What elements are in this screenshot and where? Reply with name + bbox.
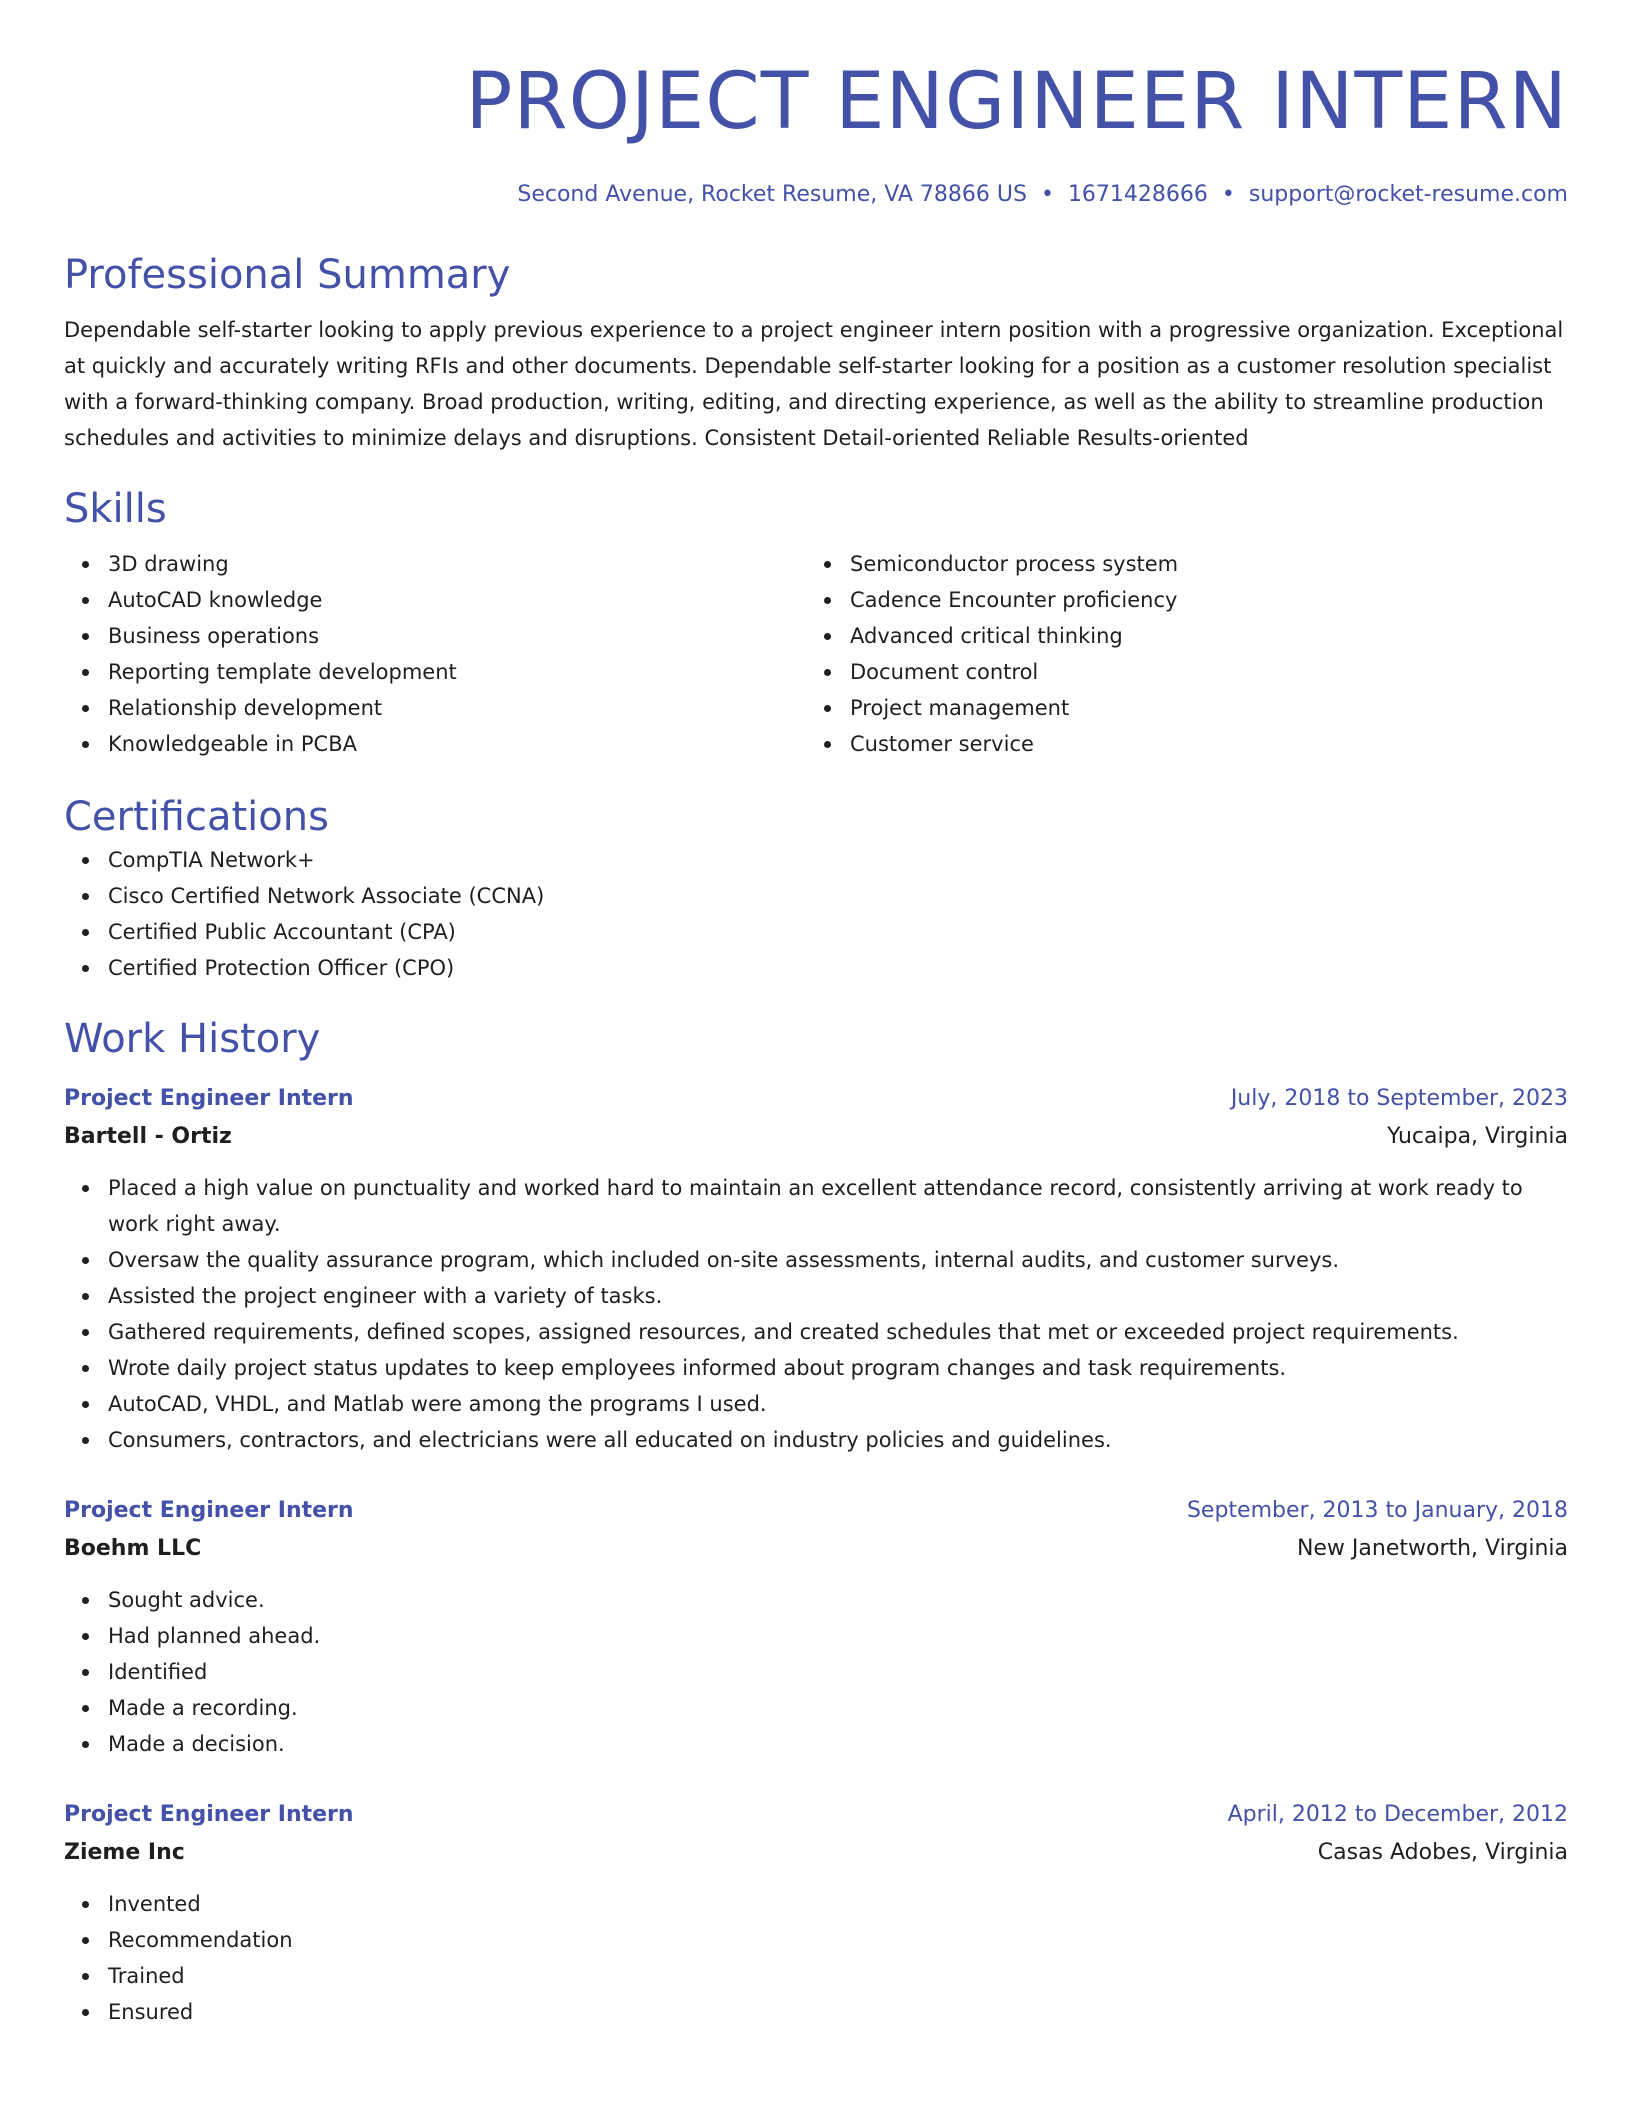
job-bullet: Identified: [108, 1654, 1568, 1690]
skills-heading: Skills: [64, 486, 167, 532]
job-bullet: Made a recording.: [108, 1690, 1568, 1726]
job-location: Yucaipa, Virginia: [1387, 1124, 1568, 1149]
job-bullet: Recommendation: [108, 1922, 1568, 1958]
job-bullets: [64, 1886, 1568, 2030]
skills-grid: [64, 546, 1568, 762]
job-company: Boehm LLC: [64, 1536, 202, 1561]
job-dates: July, 2018 to September, 2023: [1230, 1086, 1568, 1111]
contact-line: [64, 180, 1568, 210]
job-company-row: [64, 1530, 1568, 1568]
job-bullets: [64, 1170, 1568, 1458]
job-bullet: Made a decision.: [108, 1726, 1568, 1762]
certification-item: Cisco Certified Network Associate (CCNA): [108, 878, 1568, 914]
skills-list-right: [806, 546, 1548, 762]
job-bullet: Ensured: [108, 1994, 1568, 2030]
skill-item: Advanced critical thinking: [850, 618, 1548, 654]
job-location: New Janetworth, Virginia: [1296, 1536, 1568, 1561]
job-header-row: [64, 1492, 1568, 1530]
job-title: Project Engineer Intern: [64, 1086, 354, 1111]
skill-item: Cadence Encounter proficiency: [850, 582, 1548, 618]
job-bullet: Sought advice.: [108, 1582, 1568, 1618]
contact-email[interactable]: support@rocket-resume.com: [1248, 182, 1568, 207]
skill-item: Relationship development: [108, 690, 806, 726]
work-history-heading: Work History: [64, 1016, 321, 1062]
skill-item: Business operations: [108, 618, 806, 654]
skill-item: Semiconductor process system: [850, 546, 1548, 582]
certification-item: Certified Public Accountant (CPA): [108, 914, 1568, 950]
job-company-row: [64, 1834, 1568, 1872]
job-entry: [64, 1492, 1568, 1762]
job-bullet: Oversaw the quality assurance program, which included on-site assessments, internal audits, and customer surveys.: [108, 1242, 1568, 1278]
job-title: Project Engineer Intern: [64, 1802, 354, 1827]
job-bullet: Gathered requirements, defined scopes, assigned resources, and created schedules that met or exceeded project requirements.: [108, 1314, 1568, 1350]
summary-text: Dependable self-starter looking to apply previous experience to a project engineer intern position with a progressive organization. Exceptional at quickly and accurately writing RFIs and other documents. Dependable self-starter looking for a position as a customer resolution specialist with a forward-thinking company. Broad production, writing, editing, and directing experience, as well as the ability to streamline production schedules and activities to minimize delays and disruptions. Consistent Detail-oriented Reliable Results-oriented: [64, 318, 1564, 450]
job-company-row: [64, 1118, 1568, 1156]
contact-separator: •: [1221, 182, 1235, 207]
skill-item: Project management: [850, 690, 1548, 726]
certifications-heading: Certifications: [64, 794, 329, 840]
resume-name: PROJECT ENGINEER INTERN: [465, 57, 1568, 147]
certifications-list: [64, 842, 1568, 986]
job-dates: April, 2012 to December, 2012: [1227, 1802, 1568, 1827]
job-entry: [64, 1796, 1568, 2030]
job-header-row: [64, 1080, 1568, 1118]
skills-list-left: [64, 546, 806, 762]
job-bullet: AutoCAD, VHDL, and Matlab were among the programs I used.: [108, 1386, 1568, 1422]
skill-item: 3D drawing: [108, 546, 806, 582]
certification-item: Certified Protection Officer (CPO): [108, 950, 1568, 986]
job-company: Zieme Inc: [64, 1840, 185, 1865]
skill-item: Knowledgeable in PCBA: [108, 726, 806, 762]
job-bullet: Had planned ahead.: [108, 1618, 1568, 1654]
job-bullet: Trained: [108, 1958, 1568, 1994]
skills-column-right: [806, 546, 1548, 762]
skill-item: Document control: [850, 654, 1548, 690]
job-bullets: [64, 1582, 1568, 1762]
job-bullet: Placed a high value on punctuality and worked hard to maintain an excellent attendance record, consistently arriving at work ready to work right away.: [108, 1170, 1568, 1242]
job-entry: [64, 1080, 1568, 1458]
contact-address: Second Avenue, Rocket Resume, VA 78866 US: [517, 182, 1027, 207]
job-location: Casas Adobes, Virginia: [1317, 1840, 1568, 1865]
job-bullet: Wrote daily project status updates to keep employees informed about program changes and task requirements.: [108, 1350, 1568, 1386]
skill-item: Reporting template development: [108, 654, 806, 690]
job-company: Bartell - Ortiz: [64, 1124, 232, 1149]
job-dates: September, 2013 to January, 2018: [1186, 1498, 1568, 1523]
certification-item: CompTIA Network+: [108, 842, 1568, 878]
job-bullet: Consumers, contractors, and electricians were all educated on industry policies and guidelines.: [108, 1422, 1568, 1458]
summary-heading: Professional Summary: [64, 252, 511, 298]
job-bullet: Assisted the project engineer with a variety of tasks.: [108, 1278, 1568, 1314]
job-title: Project Engineer Intern: [64, 1498, 354, 1523]
skill-item: AutoCAD knowledge: [108, 582, 806, 618]
skills-column-left: [64, 546, 806, 762]
contact-phone: 1671428666: [1067, 182, 1208, 207]
job-header-row: [64, 1796, 1568, 1834]
job-bullet: Invented: [108, 1886, 1568, 1922]
skill-item: Customer service: [850, 726, 1548, 762]
contact-separator: •: [1040, 182, 1054, 207]
